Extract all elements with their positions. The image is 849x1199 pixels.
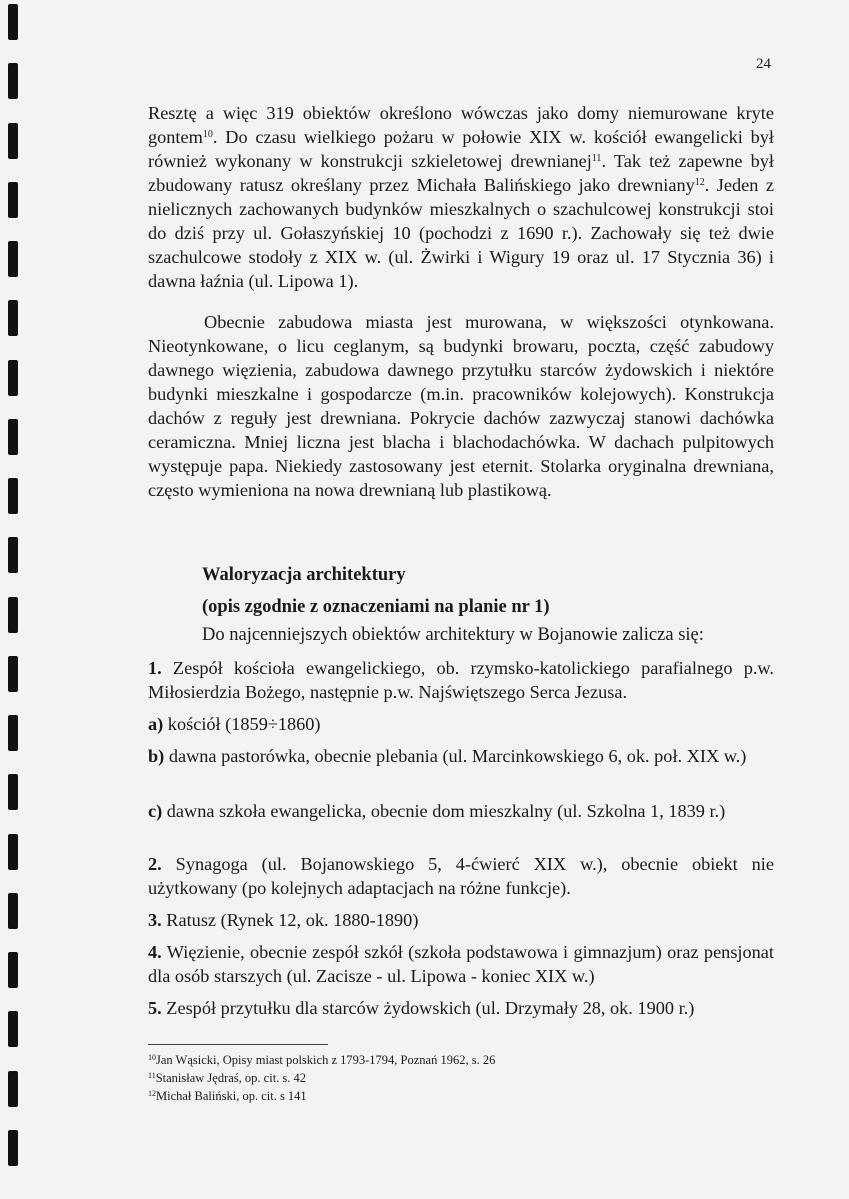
item-text: kościół (1859÷1860) xyxy=(163,714,321,734)
binding-hole xyxy=(8,656,18,692)
binding-hole xyxy=(8,478,18,514)
main-content xyxy=(148,0,774,1040)
binding-hole xyxy=(8,952,18,988)
footnote-ref: 11 xyxy=(591,153,602,164)
binding-hole xyxy=(8,715,18,751)
item-number: a) xyxy=(148,714,164,734)
item-number: 2. xyxy=(148,854,162,874)
item-text: Ratusz (Rynek 12, ok. 1880-1890) xyxy=(161,910,419,930)
footnote xyxy=(148,1087,495,1105)
item-text: Więzienie, obecnie zespół szkół (szkoła podstawowa i gimnazjum) oraz pensjonat dla osób starszych (ul. Zacisze - ul. Lipowa - koniec XIX w.) xyxy=(148,942,774,986)
item-text: Zespół kościoła ewangelickiego, ob. rzymsko-katolickiego parafialnego p.w. Miłosierdzia Bożego, następnie p.w. Najświętszego Serca Jezusa. xyxy=(148,658,774,702)
footnote xyxy=(148,1051,495,1069)
binding-hole xyxy=(8,597,18,633)
binding-hole xyxy=(8,63,18,99)
list-item xyxy=(148,656,774,704)
footnote-ref: 12 xyxy=(694,177,705,188)
paragraph-1: Resztę a więc 319 obiektów określono wówczas jako domy niemurowane kryte gontem$^{10}$. Do czasu wielkiego pożaru w połowie XIX w. kościół ewangelicki był również wykonany w konstrukcji szkieletowej drewnianej$^{11}$. Tak też zapewne był zbudowany ratusz określany przez Michała Balińskiego jako drewniany$^{12}$. Jeden z nielicznych zachowanych budynków mieszkalnych o szachulcowej konstrukcji stoi do dziś przy ul. Gołaszyńskiej 10 (pochodzi z 1690 r.). Zachowały się też dwie szachulcowe stodoły z XIX w. (ul. Żwirki i Wigury 19 oraz ul. 17 Stycznia 36) i dawna łaźnia (ul. Lipowa 1). xyxy=(148,103,774,291)
item-number: b) xyxy=(148,746,165,766)
item-text: Synagoga (ul. Bojanowskiego 5, 4-ćwierć XIX w.), obecnie obiekt nie użytkowany (po kolejnych adaptacjach na różne funkcje). xyxy=(148,854,774,898)
intro-line: Do najcenniejszych obiektów architektury w Bojanowie zalicza się: xyxy=(202,625,704,645)
binding-hole xyxy=(8,241,18,277)
list-item xyxy=(148,744,774,768)
list-item xyxy=(148,908,774,932)
item-number: 5. xyxy=(148,998,162,1018)
binding-hole xyxy=(8,537,18,573)
binding-hole xyxy=(8,774,18,810)
section-heading: Waloryzacja architektury xyxy=(202,565,406,585)
footnote xyxy=(148,1069,495,1087)
binding-hole xyxy=(8,419,18,455)
item-text: dawna szkoła ewangelicka, obecnie dom mieszkalny (ul. Szkolna 1, 1839 r.) xyxy=(162,801,726,821)
binding-hole xyxy=(8,1071,18,1107)
binding-holes xyxy=(0,0,40,1199)
binding-hole xyxy=(8,182,18,218)
binding-hole xyxy=(8,300,18,336)
list-item xyxy=(148,852,774,900)
footnote-text: Jan Wąsicki, Opisy miast polskich z 1793-1794, Poznań 1962, s. 26 xyxy=(156,1053,496,1067)
footnote-separator xyxy=(148,1044,328,1045)
item-number: c) xyxy=(148,801,163,821)
list-item xyxy=(148,799,774,823)
list-item xyxy=(148,712,774,736)
binding-hole xyxy=(8,123,18,159)
binding-hole xyxy=(8,1130,18,1166)
section-subheading: (opis zgodnie z oznaczeniami na planie nr 1) xyxy=(202,597,550,617)
item-number: 3. xyxy=(148,910,162,930)
item-number: 1. xyxy=(148,658,162,678)
binding-hole xyxy=(8,893,18,929)
item-number: 4. xyxy=(148,942,162,962)
binding-hole xyxy=(8,360,18,396)
binding-hole xyxy=(8,834,18,870)
binding-hole xyxy=(8,1011,18,1047)
footnote-text: Michał Baliński, op. cit. s 141 xyxy=(156,1089,307,1103)
list-item xyxy=(148,940,774,988)
footnotes xyxy=(148,1051,495,1105)
list-item xyxy=(148,996,774,1020)
binding-hole xyxy=(8,4,18,40)
item-text: dawna pastorówka, obecnie plebania (ul. Marcinkowskiego 6, ok. poł. XIX w.) xyxy=(164,746,747,766)
footnote-text: Stanisław Jędraś, op. cit. s. 42 xyxy=(155,1071,307,1085)
footnote-number: 11 xyxy=(148,1071,156,1080)
footnote-ref: 10 xyxy=(202,129,213,140)
footnote-number: 10 xyxy=(148,1053,156,1062)
paragraph-2: Obecnie zabudowa miasta jest murowana, w większości otynkowana. Nieotynkowane, o licu ceglanym, są budynki browaru, poczta, część zabudowy dawnego więzienia, zabudowa dawnego przytułku starców żydowskich i niektóre budynki mieszkalne i gospodarcze (m.in. pracowników kolejowych). Konstrukcja dachów z reguły jest drewniana. Pokrycie dachów zazwyczaj stanowi dachówka ceramiczna. Mniej liczna jest blacha i blachodachówka. W dachach pulpitowych występuje papa. Niekiedy zastosowany jest eternit. Stolarka oryginalna drewniana, często wymieniona na nowa drewnianą lub plastikową. xyxy=(148,312,774,500)
page-number: 24 xyxy=(756,56,771,72)
footnote-number: 12 xyxy=(148,1089,156,1098)
item-text: Zespół przytułku dla starców żydowskich (ul. Drzymały 28, ok. 1900 r.) xyxy=(161,998,695,1018)
